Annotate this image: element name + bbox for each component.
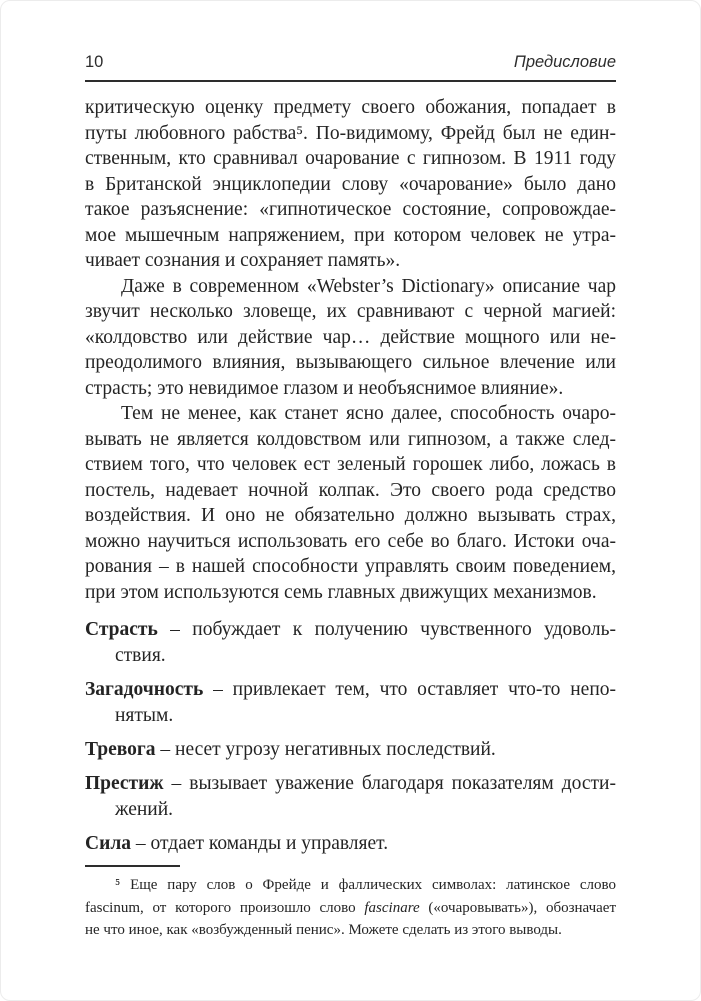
text-line: Тревога – несет угрозу негативных последствий. bbox=[85, 739, 496, 760]
text-line: воздействия. И оно не обязательно должно вызывать страх, bbox=[85, 505, 616, 526]
footnote-line bbox=[85, 874, 616, 897]
paragraph bbox=[85, 401, 616, 605]
list-item bbox=[85, 771, 616, 823]
text-line: Престиж – вызывает уважение благодаря показателям дости- bbox=[85, 773, 616, 794]
list-term: Престиж bbox=[85, 773, 164, 794]
list-item bbox=[85, 737, 616, 763]
footnote-segment: («очаровывать»), обозначает bbox=[419, 899, 617, 916]
footnote-italic-word: fascinare bbox=[364, 899, 420, 916]
running-title: Предисловие bbox=[513, 53, 616, 71]
text-line: «колдовство или действие чар… действие мощного или не- bbox=[85, 326, 616, 348]
footnote-segment: не что иное, как «возбужденный пенис». Можете сделать из этого выводы. bbox=[85, 922, 562, 938]
list-term: Сила bbox=[85, 833, 132, 854]
text-line: мое мышечным напряжением, при котором человек не утра- bbox=[85, 224, 616, 246]
text-line: звучит несколько зловеще, их сравнивают с черной магией: bbox=[85, 301, 616, 322]
footnote-segment: fascinum, от которого произошло слово bbox=[85, 899, 365, 916]
page-number: 10 bbox=[85, 53, 104, 71]
list-item bbox=[85, 617, 616, 669]
list-item bbox=[85, 831, 616, 857]
text-line: рования – в нашей способности управлять своим поведением, bbox=[85, 556, 616, 577]
text-line: критическую оценку предмету своего обожания, попадает в bbox=[85, 97, 616, 118]
page-content bbox=[85, 1, 616, 857]
footnote-line bbox=[85, 897, 616, 920]
footnote-separator bbox=[85, 865, 180, 867]
page-header bbox=[85, 1, 616, 82]
text-line: в Британской энциклопедии слову «очарование» было дано bbox=[85, 173, 616, 195]
text-line: ственным, кто сравнивал очарование с гипнозом. В 1911 году bbox=[85, 148, 616, 169]
text-line: Даже в современном «Webster’s Dictionary» описание чар bbox=[121, 275, 616, 297]
text-line: нятым. bbox=[115, 705, 174, 726]
mechanisms-list bbox=[85, 617, 616, 857]
text-line: Сила – отдает команды и управляет. bbox=[85, 833, 389, 854]
list-term: Страсть bbox=[85, 619, 158, 640]
list-term: Загадочность bbox=[85, 679, 204, 700]
text-line: такое разъяснение: «гипнотическое состояние, сопровождае- bbox=[85, 199, 616, 220]
text-line: вывать не является колдовством или гипнозом, а также след- bbox=[85, 428, 616, 450]
text-line: преодолимого влияния, вызывающего сильное влечение или bbox=[85, 352, 616, 373]
footnote-segment: ⁵ Еще пару слов о Фрейде и фаллических символах: латинское слово bbox=[115, 877, 616, 893]
text-line: ствием того, что человек ест зеленый горошек либо, ложась в bbox=[85, 454, 616, 475]
text-line: ствия. bbox=[115, 645, 166, 666]
text-line: при этом используются семь главных движущих механизмов. bbox=[85, 581, 597, 603]
footnote-line bbox=[85, 919, 616, 942]
body-text bbox=[85, 95, 616, 605]
paragraph bbox=[85, 95, 616, 274]
list-item bbox=[85, 677, 616, 729]
text-line: Загадочность – привлекает тем, что оставляет что-то непо- bbox=[85, 679, 616, 700]
text-line: жений. bbox=[115, 799, 174, 820]
list-term: Тревога bbox=[85, 739, 156, 760]
text-line: Страсть – побуждает к получению чувственного удоволь- bbox=[85, 619, 616, 640]
text-line: страсть; это невидимое глазом и необъяснимое влияние». bbox=[85, 377, 564, 399]
text-line: Тем не менее, как станет ясно далее, способность очаро- bbox=[121, 403, 616, 424]
footnote bbox=[85, 865, 616, 942]
text-line: путы любовного рабства⁵. По-видимому, Фрейд был не един- bbox=[85, 122, 616, 144]
text-line: можно научиться использовать его себе во благо. Истоки оча- bbox=[85, 530, 616, 552]
footnote-text bbox=[85, 874, 616, 942]
text-line: постель, надевает ночной колпак. Это своего рода средство bbox=[85, 479, 616, 501]
text-line: чивает сознания и сохраняет память». bbox=[85, 250, 401, 271]
paragraph bbox=[85, 274, 616, 402]
